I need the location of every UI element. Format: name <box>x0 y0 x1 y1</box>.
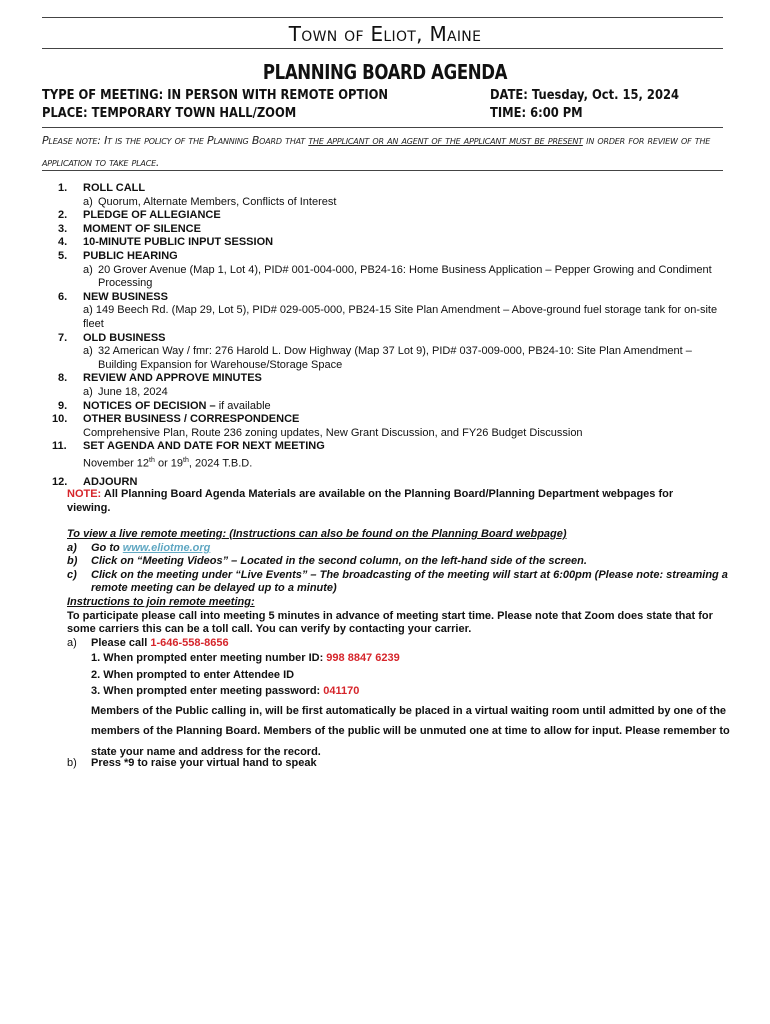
item-title: OTHER BUSINESS / CORRESPONDENCE <box>83 413 300 426</box>
policy-top-rule <box>42 127 723 128</box>
agenda-item-4 <box>42 236 742 250</box>
phone-step-2: 2. When prompted to enter Attendee ID <box>91 668 295 681</box>
step-letter: c) <box>67 568 77 581</box>
item-title: 10-MINUTE PUBLIC INPUT SESSION <box>83 236 274 249</box>
raise-hand-step <box>67 757 317 769</box>
remote-view-heading: To view a live remote meeting: (Instructions can also be found on the Planning Board webpage) <box>67 528 567 540</box>
step-letter: a) <box>67 541 77 554</box>
agenda-item-6 <box>42 291 742 305</box>
step-text: Go to <box>91 541 123 554</box>
agenda-item-2 <box>42 209 742 223</box>
meeting-date: DATE: Tuesday, Oct. 15, 2024 <box>490 88 679 103</box>
item-title: PLEDGE OF ALLEGIANCE <box>83 209 221 222</box>
item-number: 6. <box>58 290 68 303</box>
ordinal-suffix: th <box>149 456 155 464</box>
remote-step-a <box>67 542 737 556</box>
agenda-subitem-1a <box>42 196 742 210</box>
meeting-id: 998 8847 6239 <box>326 652 400 664</box>
item-number: 12. <box>52 476 68 489</box>
policy-bottom-rule <box>42 170 723 171</box>
join-heading: Instructions to join remote meeting: <box>67 595 255 608</box>
remote-step-b <box>67 555 737 569</box>
step-letter: b) <box>67 757 77 769</box>
remote-instructions <box>67 528 737 650</box>
agenda-subitem-8a <box>42 386 742 400</box>
meeting-place: PLACE: TEMPORARY TOWN HALL/ZOOM <box>42 106 297 121</box>
step-text: 1. When prompted enter meeting number ID: <box>91 652 327 664</box>
policy-text-1: Please note: It is the policy of the Planning Board that <box>42 134 309 147</box>
phone-steps <box>91 651 731 763</box>
item-title: ROLL CALL <box>83 182 146 194</box>
item-number: 8. <box>58 372 68 385</box>
agenda-item-9 <box>42 400 742 414</box>
call-number[interactable]: 1-646-558-8656 <box>150 636 229 649</box>
step-text: 3. When prompted enter meeting password: <box>91 685 324 697</box>
subitem-letter: a) <box>83 385 93 398</box>
policy-underlined: the applicant or an agent of the applicant must be present <box>308 134 583 147</box>
note-text: All Planning Board Agenda Materials are available on the Planning Board/Planning Department webpages for viewing. <box>67 488 674 514</box>
subitem-letter: a) <box>83 195 93 208</box>
meeting-time: TIME: 6:00 PM <box>490 106 583 121</box>
item-title: NEW BUSINESS <box>83 290 168 303</box>
item-title-tail: if available <box>215 399 271 412</box>
item-title: OLD BUSINESS <box>83 331 166 344</box>
note-label: NOTE: <box>67 488 102 500</box>
next-date-2: or 19 <box>154 457 184 470</box>
subitem-text: Quorum, Alternate Members, Conflicts of Interest <box>98 195 337 208</box>
agenda-subitem-7a <box>42 345 742 372</box>
meeting-password: 041170 <box>323 685 360 697</box>
agenda-title: PLANNING BOARD AGENDA <box>262 60 508 84</box>
remote-step-c <box>67 569 737 596</box>
step-text: Click on “Meeting Videos” – Located in the second column, on the left-hand side of the screen. <box>91 555 587 568</box>
phone-step-3 <box>91 684 731 700</box>
item-number: 3. <box>58 222 68 235</box>
step-letter: a) <box>67 636 77 649</box>
eliot-website-link[interactable]: www.eliotme.org <box>122 541 211 554</box>
subitem-text: June 18, 2024 <box>98 385 168 398</box>
agenda-list <box>42 182 742 490</box>
policy-note <box>42 130 732 174</box>
item-number: 7. <box>58 331 68 344</box>
item-title: NOTICES OF DECISION – <box>83 399 216 412</box>
item-title: PUBLIC HEARING <box>83 249 178 262</box>
agenda-subitem-5a <box>42 264 742 291</box>
item-title: SET AGENDA AND DATE FOR NEXT MEETING <box>83 440 325 453</box>
materials-note <box>67 487 717 515</box>
meeting-type: TYPE OF MEETING: IN PERSON WITH REMOTE OPTION <box>42 88 389 103</box>
agenda-item-11 <box>42 440 742 454</box>
agenda-item-11-text <box>42 454 742 471</box>
item-number: 10. <box>52 413 68 426</box>
item-title: REVIEW AND APPROVE MINUTES <box>83 372 262 385</box>
item-number: 11. <box>52 440 67 453</box>
item-number: 4. <box>58 236 68 249</box>
call-step <box>67 637 737 651</box>
agenda-item-10-text: Comprehensive Plan, Route 236 zoning updates, New Grant Discussion, and FY26 Budget Discussion <box>83 426 583 439</box>
join-text: To participate please call into meeting 5 minutes in advance of meeting start time. Please note that Zoom does state that for some carriers this can be a toll call. You can verify by contacting your carrier. <box>67 609 713 636</box>
ordinal-suffix: th <box>183 456 189 464</box>
item-number: 2. <box>58 209 68 222</box>
public-waiting-room-text: Members of the Public calling in, will be first automatically be placed in a virtual waiting room until admitted by one of the members of the Planning Board. Members of the public will be unmuted one at time to allow for input. Please remember to state your name and address for the record. <box>91 704 730 758</box>
agenda-item-7 <box>42 332 742 346</box>
subitem-text: 20 Grover Avenue (Map 1, Lot 4), PID# 001-004-000, PB24-16: Home Business Application – Pepper Growing and Condiment Processing <box>98 263 712 290</box>
agenda-item-3 <box>42 223 742 237</box>
step-letter: b) <box>67 555 78 568</box>
item-title: ADJOURN <box>83 476 138 489</box>
title-rule <box>42 48 723 49</box>
step-text: Click on the meeting under “Live Events” – The broadcasting of the meeting will start at 6:00pm (Please note: streaming a remote meeting can be delayed up to a minute) <box>91 568 728 595</box>
agenda-item-8 <box>42 372 742 386</box>
item-title: MOMENT OF SILENCE <box>83 222 201 235</box>
item-number: 5. <box>58 249 68 262</box>
agenda-item-10 <box>42 413 742 427</box>
agenda-subitem-6a: a) 149 Beech Rd. (Map 29, Lot 5), PID# 029-005-000, PB24-15 Site Plan Amendment – Above-ground fuel storage tank for on-site fleet <box>83 304 718 330</box>
phone-step-1 <box>91 651 731 667</box>
agenda-item-1 <box>42 182 742 196</box>
item-number: 9. <box>58 399 68 412</box>
subitem-letter: a) <box>83 263 93 276</box>
agenda-item-5 <box>42 250 742 264</box>
step-text: Press *9 to raise your virtual hand to speak <box>91 757 317 769</box>
next-date-1: November 12 <box>83 457 150 470</box>
next-date-3: , 2024 T.B.D. <box>188 457 253 470</box>
town-title: Town of Eliot, Maine <box>288 22 482 46</box>
item-number: 1. <box>58 182 68 194</box>
call-label: Please call <box>91 636 151 649</box>
policy-text-2: in order for review of the application to take place. <box>42 134 711 169</box>
top-rule <box>42 17 723 18</box>
subitem-text: 32 American Way / fmr: 276 Harold L. Dow Highway (Map 37 Lot 9), PID# 037-009-000, PB24-10: Site Plan Amendment – Building Expansion for Warehouse/Storage Space <box>98 345 692 371</box>
subitem-letter: a) <box>83 345 93 358</box>
